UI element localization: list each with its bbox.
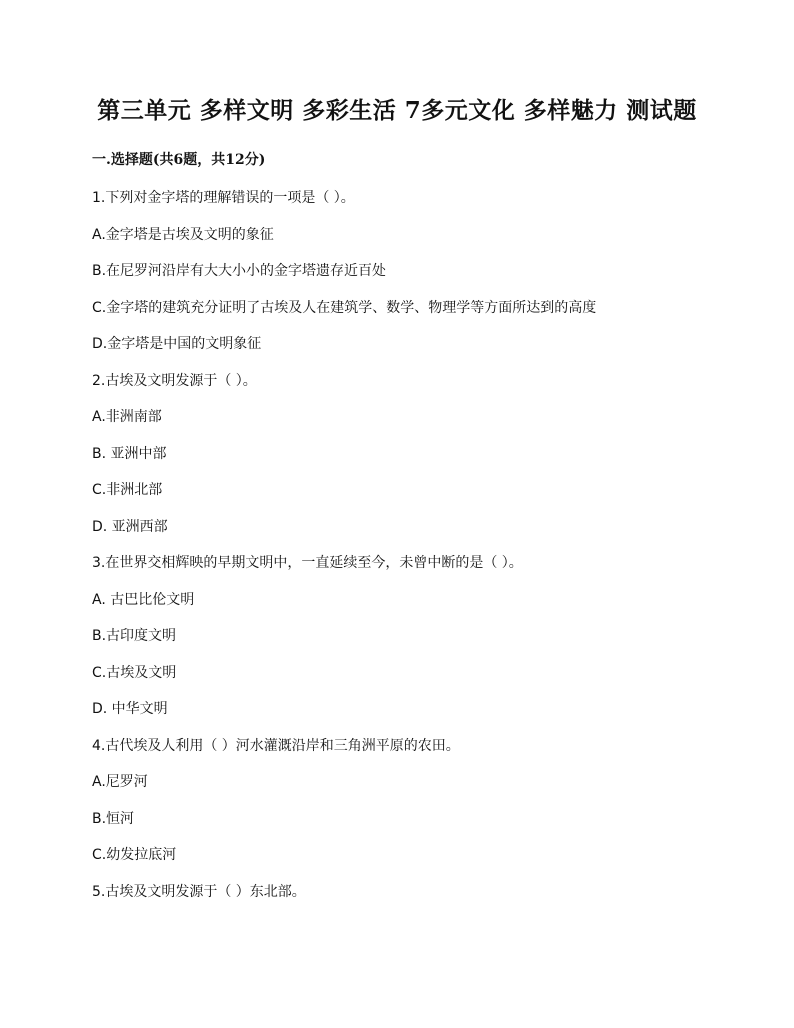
- question-3-option-c: C.古埃及文明: [92, 664, 177, 681]
- question-3-option-d: D. 中华文明: [92, 701, 168, 717]
- question-2-stem: 2.古埃及文明发源于（ ）。: [92, 372, 257, 389]
- question-1-option-a: A.金字塔是古埃及文明的象征: [92, 226, 274, 243]
- question-5-stem: 5.古埃及文明发源于（ ）东北部。: [92, 883, 306, 900]
- question-3-option-b: B.古印度文明: [92, 628, 177, 644]
- question-1-stem: 1.下列对金字塔的理解错误的一项是（ ）。: [92, 190, 355, 206]
- question-3-option-a: A. 古巴比伦文明: [92, 591, 195, 608]
- question-4-option-c: C.幼发拉底河: [92, 847, 177, 863]
- question-2-option-b: B. 亚洲中部: [92, 445, 167, 462]
- question-2-option-d: D. 亚洲西部: [92, 518, 168, 535]
- question-1-option-d: D.金字塔是中国的文明象征: [92, 336, 262, 352]
- question-list: [92, 188, 732, 918]
- page-title: 第三单元 多样文明 多彩生活 7多元文化 多样魅力 测试题: [97, 97, 697, 124]
- question-1-option-c: C.金字塔的建筑充分证明了古埃及人在建筑学、数学、物理学等方面所达到的高度: [92, 299, 597, 316]
- section-heading: 一.选择题(共6题，共12分): [92, 152, 266, 168]
- question-3-stem: 3.在世界交相辉映的早期文明中，一直延续至今，未曾中断的是（ ）。: [92, 555, 523, 571]
- question-4-option-b: B.恒河: [92, 810, 135, 827]
- question-4-stem: 4.古代埃及人利用（ ）河水灌溉沿岸和三角洲平原的农田。: [92, 737, 460, 754]
- question-2-option-a: A.非洲南部: [92, 409, 162, 425]
- question-4-option-a: A.尼罗河: [92, 774, 148, 790]
- question-2-option-c: C.非洲北部: [92, 482, 163, 498]
- question-1-option-b: B.在尼罗河沿岸有大大小小的金字塔遗存近百处: [92, 263, 387, 279]
